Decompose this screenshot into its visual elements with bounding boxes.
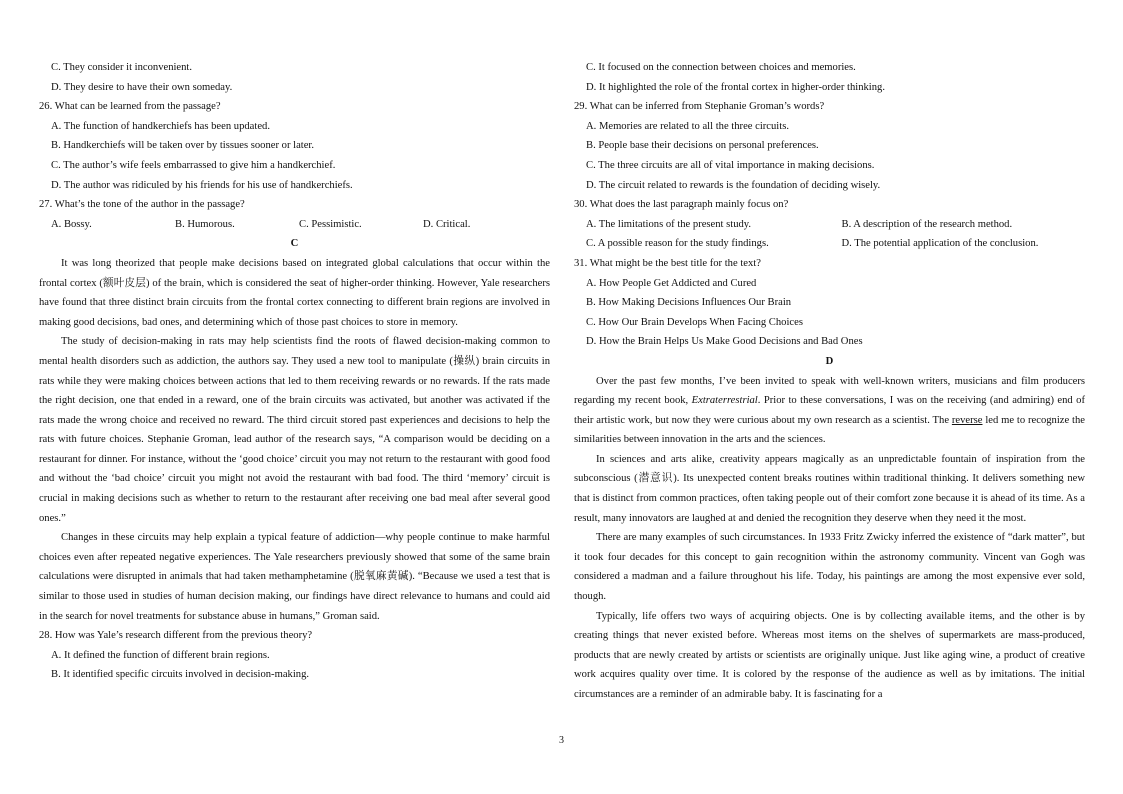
q28-option-d: D. It highlighted the role of the frontal cortex in higher-order thinking. <box>586 81 885 93</box>
q28-option-a: A. It defined the function of different brain regions. <box>51 649 270 661</box>
left-column <box>39 58 550 685</box>
q27-option-a: A. Bossy. <box>51 218 92 230</box>
q29-option-c: C. The three circuits are all of vital importance in making decisions. <box>586 159 875 171</box>
right-column <box>574 58 1085 705</box>
q31-option-d: D. How the Brain Helps Us Make Good Decisions and Bad Ones <box>586 336 863 348</box>
p1-text-a: Over the past few months, I’ve been invited to speak with well-known writers, musicians and film producers regarding my recent book, <box>574 375 1085 407</box>
q31-stem: 31. What might be the best title for the text? <box>574 257 761 269</box>
page-number: 3 <box>559 735 564 746</box>
q30-option-d: D. The potential application of the conclusion. <box>841 238 1039 250</box>
q30-options-row-2 <box>574 234 1085 254</box>
q27-options <box>39 215 550 235</box>
q30-stem: 30. What does the last paragraph mainly focus on? <box>574 199 789 211</box>
q28-stem: 28. How was Yale’s research different from the previous theory? <box>39 630 313 642</box>
q29-stem: 29. What can be inferred from Stephanie Groman’s words? <box>574 101 825 113</box>
q28-option-c: C. It focused on the connection between choices and memories. <box>586 62 856 73</box>
q28-option-b: B. It identified specific circuits involved in decision-making. <box>51 669 310 681</box>
passage-d-paragraph-4: Typically, life offers two ways of acquiring objects. One is by collecting available items, and the other is by creating things that never existed before. Whereas most items on the shelves of supermarkets are mass-produced, products that are newly created by artists or scientists are originally unique. Just like aging wine, a product of creative work acquires quality over time. It is colored by the response of the audience as well as by imitations. The initial circumstances are a reminder of an admirable baby. It is fascinating for a <box>574 610 1085 700</box>
section-c-heading: C <box>290 238 299 250</box>
passage-c-paragraph-2: The study of decision-making in rats may help scientists find the roots of flawed decision-making common to mental health disorders such as addiction, the authors say. They used a new tool to manipulate (操纵) brain circuits in rats while they were making choices between actions that led to them receiving rewards or no rewards. If the rats made the right decision, one that ended in a reward, one of the brain circuits was activated, but another was activated if the rats made the wrong choice and received no reward. The third circuit stored past experiences and decisions to help the rats with future choices. Stephanie Groman, lead author of the research says, “A comparison would be deciding on a restaurant for dinner. For instance, without the ‘good choice’ circuit you may not return to the restaurant with good food and without the ‘bad choice’ circuit you might not avoid the restaurant with bad food. The third ‘memory’ circuit is crucial in making decisions such as whether to return to the restaurant after receiving one bad meal after several good ones.” <box>39 336 550 524</box>
q25-option-c: C. They consider it inconvenient. <box>51 62 193 73</box>
q26-option-c: C. The author’s wife feels embarrassed to give him a handkerchief. <box>51 159 336 171</box>
q27-option-b: B. Humorous. <box>175 218 235 230</box>
q26-stem: 26. What can be learned from the passage? <box>39 101 221 113</box>
q26-option-b: B. Handkerchiefs will be taken over by tissues sooner or later. <box>51 140 315 152</box>
section-d-heading: D <box>825 355 834 367</box>
q30-option-b: B. A description of the research method. <box>841 218 1013 230</box>
q31-option-c: C. How Our Brain Develops When Facing Choices <box>586 316 803 328</box>
underlined-word: reverse <box>951 414 983 426</box>
q29-option-a: A. Memories are related to all the three circuits. <box>586 120 789 132</box>
q26-option-d: D. The author was ridiculed by his friends for his use of handkerchiefs. <box>51 179 353 191</box>
q27-option-d: D. Critical. <box>423 218 471 230</box>
p1-text-b: . Prior to these conversations, I was on the receiving (and admiring) end of their artistic work, but now they were curious about my own research as a scientist. The <box>574 395 1085 426</box>
q31-option-b: B. How Making Decisions Influences Our Brain <box>586 297 792 309</box>
q30-options-row-1 <box>574 215 1085 235</box>
q30-option-a: A. The limitations of the present study. <box>586 218 752 230</box>
q29-option-d: D. The circuit related to rewards is the foundation of deciding wisely. <box>586 179 881 191</box>
passage-d-paragraph-2: In sciences and arts alike, creativity appears magically as an unpredictable fountain of inspiration from the subconscious (潜意识). Its unexpected content breaks routines within traditional thinking. It delivers something new that is distinct from common practices, often taking people out of their comfort zone because it is ahead of its time. As a result, many innovators are laughed at and denied the recognition they deserve when they need it the most. <box>574 453 1085 524</box>
q29-option-b: B. People base their decisions on personal preferences. <box>586 140 819 152</box>
q31-option-a: A. How People Get Addicted and Cured <box>586 277 757 289</box>
passage-d-paragraph-3: There are many examples of such circumstances. In 1933 Fritz Zwicky inferred the existence of “dark matter”, but it took four decades for this concept to gain recognition within the astronomy community. Vincent van Gogh was considered a madman and a failure throughout his life. Today, his paintings are among the most expensive ever sold, though. <box>574 532 1085 603</box>
q27-stem: 27. What’s the tone of the author in the passage? <box>39 199 245 211</box>
q25-option-d: D. They desire to have their own someday. <box>51 81 233 93</box>
p1-text-c: led me to recognize the similarities between innovation in the arts and the sciences. <box>574 414 1085 446</box>
passage-d-paragraph-1 <box>574 372 1085 450</box>
q26-option-a: A. The function of handkerchiefs has been updated. <box>51 120 270 132</box>
q27-option-c: C. Pessimistic. <box>299 218 362 230</box>
book-title: Extraterrestrial <box>691 395 758 407</box>
passage-c-paragraph-1: It was long theorized that people make decisions based on integrated global calculations that occur within the frontal cortex (额叶皮层) of the brain, which is considered the seat of higher-order thinking. However, Yale researchers have found that three distinct brain circuits from the frontal cortex connecting to different brain regions are involved in making good decisions, bad ones, and determining which of those past choices to store in memory. <box>39 257 550 328</box>
passage-c-paragraph-3: Changes in these circuits may help explain a typical feature of addiction—why people continue to make harmful choices even after repeated negative experiences. The Yale researchers previously showed that some of the same brain calculations were disrupted in animals that had taken methamphetamine (脱氧麻黄碱). “Because we used a test that is similar to those used in studies of human decision making, our findings have direct relevance to humans and could aid in the search for novel treatments for substance abuse in humans,” Groman said. <box>39 532 550 622</box>
q30-option-c: C. A possible reason for the study findings. <box>586 238 769 250</box>
